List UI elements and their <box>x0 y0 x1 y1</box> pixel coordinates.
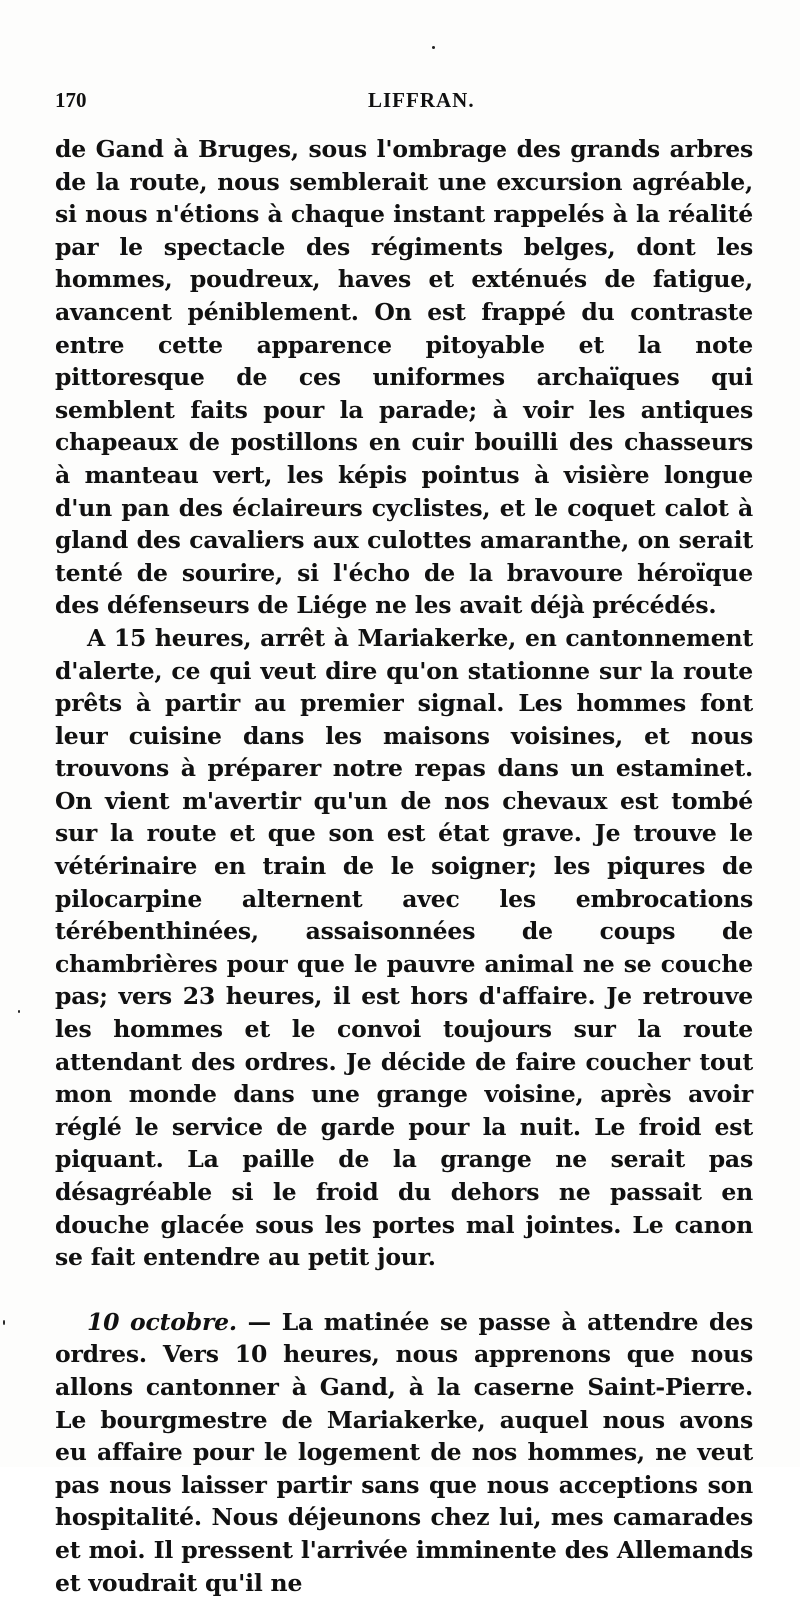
print-speck <box>18 1010 20 1013</box>
date-label: 10 octobre. <box>87 1307 237 1336</box>
page-number: 170 <box>55 88 87 112</box>
running-head <box>55 88 755 118</box>
paragraph-continued: de Gand à Bruges, sous l'ombrage des grands arbres de la route, nous semblerait une excursion agréable, si nous n'étions à chaque instant rappelés à la réalité par le spectacle des régiments belges, dont les hommes, poudreux, haves et exténués de fatigue, avancent péniblement. On est frappé du contraste entre cette apparence pitoyable et la note pittoresque de ces uniformes archaïques qui semblent faits pour la parade; à voir les antiques chapeaux de postillons en cuir bouilli des chasseurs à manteau vert, les képis pointus à visière longue d'un pan des éclaireurs cyclistes, et le coquet calot à gland des cavaliers aux culottes amaranthe, on serait tenté de sourire, si l'écho de la bravoure héroïque des défenseurs de Liége ne les avait déjà précédés. <box>55 135 753 620</box>
print-speck <box>3 1320 5 1325</box>
paragraph-10-octobre-text: La matinée se passe à attendre des ordres. Vers 10 heures, nous apprenons que nous allons cantonner à Gand, à la caserne Saint-Pierre. Le bourgmestre de Mariakerke, auquel nous avons eu affaire pour le logement de nos hommes, ne veut pas nous laisser partir sans que nous acceptions son hospitalité. Nous déjeunons chez lui, mes camarades et moi. Il pressent l'arrivée imminente des Allemands et voudrait qu'il ne <box>55 1307 753 1597</box>
paragraph-10-octobre <box>55 1306 753 1599</box>
paragraph-mariakerke: A 15 heures, arrêt à Mariakerke, en cantonnement d'alerte, ce qui veut dire qu'on stationne sur la route prêts à partir au premier signal. Les hommes font leur cuisine dans les maisons voisines, et nous trouvons à préparer notre repas dans un estaminet. On vient m'avertir qu'un de nos chevaux est tombé sur la route et que son est état grave. Je trouve le vétérinaire en train de le soigner; les piqures de pilocarpine alternent avec les embrocations térébenthinées, assaisonnées de coups de chambrières pour que le pauvre animal ne se couche pas; vers 23 heures, il est hors d'affaire. Je retrouve les hommes et le convoi toujours sur la route attendant des ordres. Je décide de faire coucher tout mon monde dans une grange voisine, après avoir réglé le service de garde pour la nuit. Le froid est piquant. La paille de la grange ne serait pas désagréable si le froid du dehors ne passait en douche glacée sous les portes mal jointes. Le canon se fait entendre au petit jour. <box>55 623 753 1272</box>
running-title: LIFFRAN. <box>368 88 475 112</box>
date-dash: — <box>236 1307 282 1336</box>
body-text <box>55 133 753 1599</box>
print-speck <box>432 46 435 49</box>
